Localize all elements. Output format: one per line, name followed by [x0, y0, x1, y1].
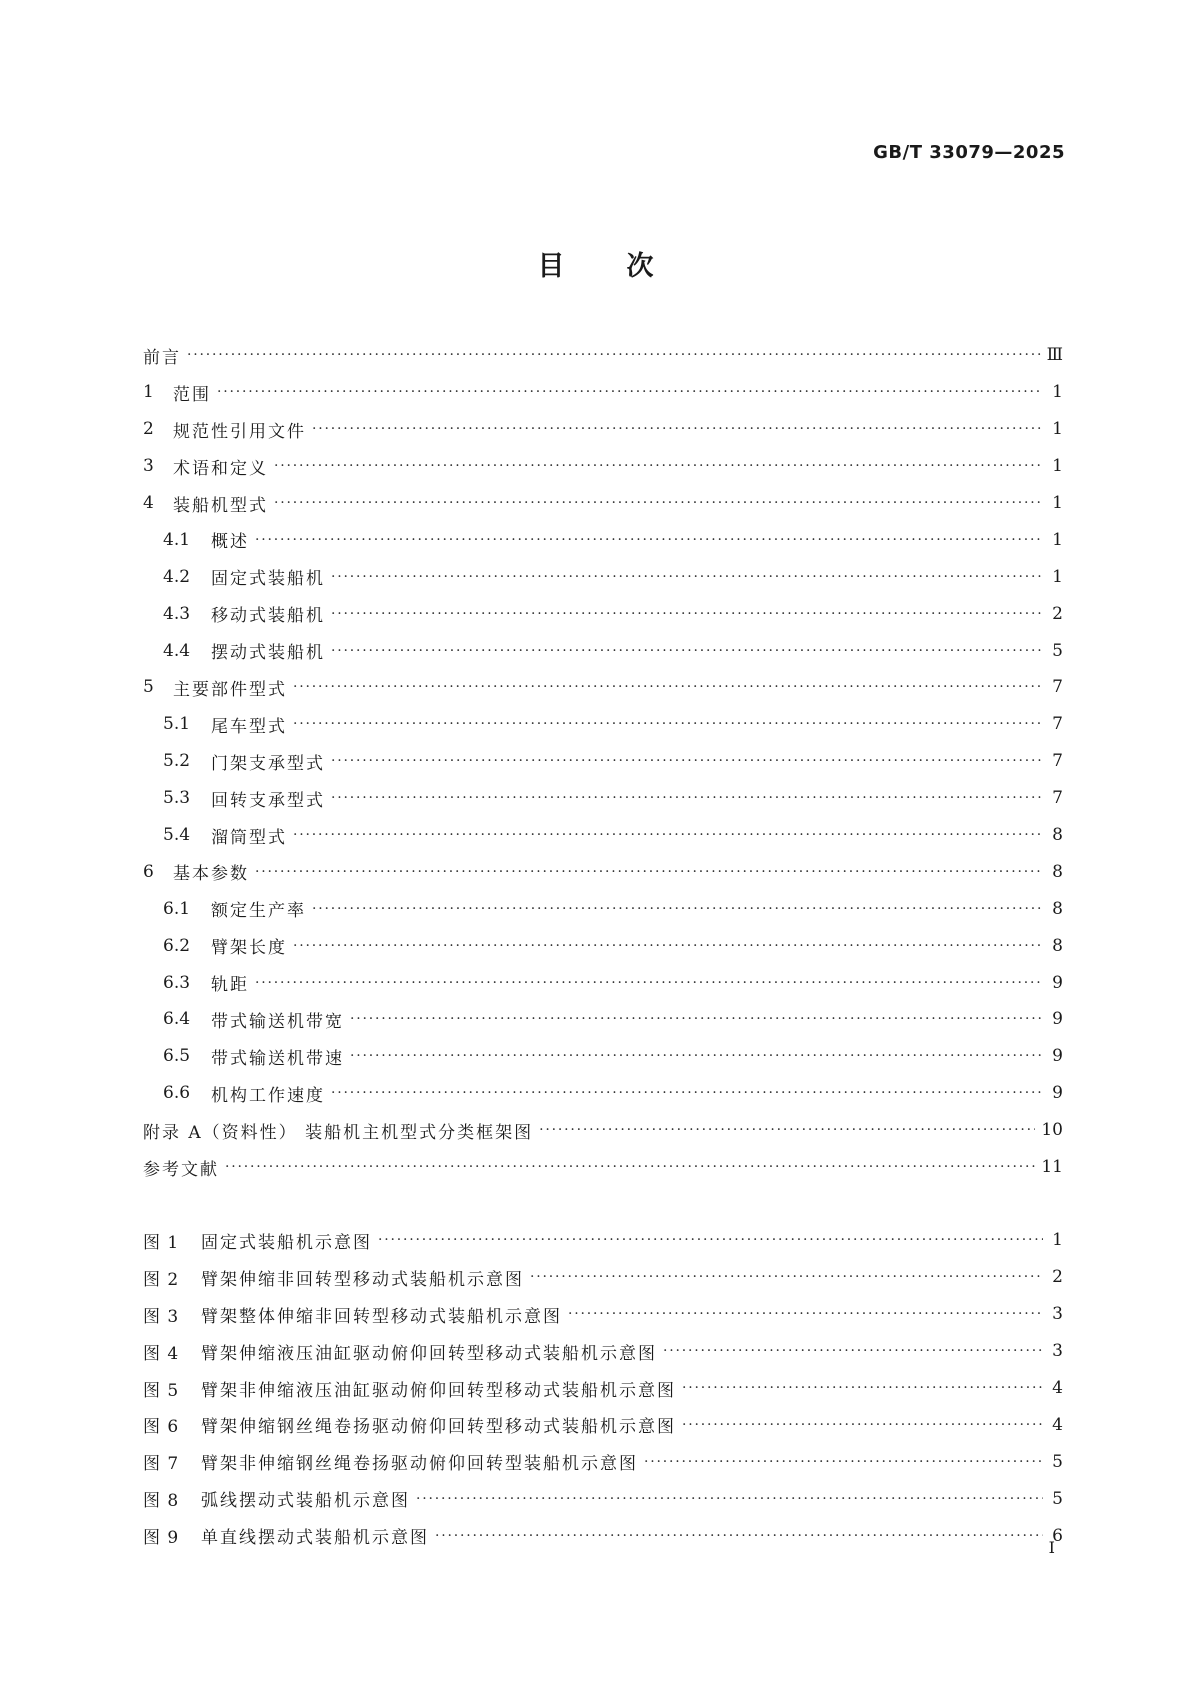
toc-entry-page: 8	[1052, 825, 1063, 846]
figure-title: 臂架伸缩液压油缸驱动俯仰回转型移动式装船机示意图	[201, 1343, 657, 1364]
dot-leader	[331, 569, 1043, 585]
figure-title: 弧线摆动式装船机示意图	[201, 1491, 410, 1512]
toc-entry-number: 6.6	[163, 1083, 191, 1104]
toc-entry-number: 4.2	[163, 566, 191, 587]
toc-entry-number: 6.2	[163, 935, 191, 956]
toc-entry[interactable]	[143, 780, 1063, 817]
figure-page: 5	[1052, 1451, 1063, 1472]
toc-entry[interactable]	[143, 1149, 1063, 1186]
toc-entry-title: 基本参数	[173, 864, 249, 885]
dot-leader	[644, 1454, 1043, 1470]
figure-title: 臂架伸缩非回转型移动式装船机示意图	[201, 1269, 524, 1290]
toc-entry-page: 1	[1052, 456, 1063, 477]
dot-leader	[255, 532, 1043, 548]
figure-title: 臂架非伸缩钢丝绳卷扬驱动俯仰回转型装船机示意图	[201, 1454, 638, 1475]
dot-leader	[225, 1159, 1035, 1175]
toc-entry-number: 5.2	[163, 751, 191, 772]
toc-entry-page: 9	[1052, 972, 1063, 993]
toc-entry[interactable]	[143, 337, 1063, 374]
toc-entry-number: 6.5	[163, 1046, 191, 1067]
toc-entry-title: 回转支承型式	[211, 790, 325, 811]
toc-entry-title: 额定生产率	[211, 901, 306, 922]
toc-entry[interactable]	[143, 374, 1063, 411]
dot-leader	[331, 643, 1043, 659]
dot-leader	[293, 716, 1043, 732]
figure-title: 臂架非伸缩液压油缸驱动俯仰回转型移动式装船机示意图	[201, 1380, 676, 1401]
toc-entry-number: 5.4	[163, 825, 191, 846]
toc-entry[interactable]	[143, 927, 1063, 964]
toc-entry[interactable]	[143, 595, 1063, 632]
toc-entry-page: 10	[1041, 1120, 1063, 1141]
figure-page: 5	[1052, 1488, 1063, 1509]
dot-leader	[350, 1011, 1043, 1027]
list-of-figures	[143, 1222, 1063, 1554]
toc-entry-page: 1	[1052, 419, 1063, 440]
toc-entry-page: 8	[1052, 898, 1063, 919]
dot-leader	[568, 1306, 1043, 1322]
toc-entry[interactable]	[143, 1112, 1063, 1149]
toc-entry-title: 机构工作速度	[211, 1085, 325, 1106]
toc-entry[interactable]	[143, 558, 1063, 595]
toc-entry-title: 装船机型式	[173, 495, 268, 516]
toc-entry-number: 4	[143, 493, 154, 513]
dot-leader	[274, 458, 1043, 474]
dot-leader	[350, 1048, 1043, 1064]
figure-page: 2	[1052, 1267, 1063, 1288]
page-number: I	[1048, 1538, 1055, 1557]
dot-leader	[539, 1122, 1035, 1138]
toc-entry-page: 7	[1052, 677, 1063, 698]
figure-page: 3	[1052, 1304, 1063, 1325]
toc-entry-title: 概述	[211, 532, 249, 553]
dot-leader	[312, 421, 1043, 437]
figure-entry[interactable]	[143, 1333, 1063, 1370]
toc-entry-page: 7	[1052, 788, 1063, 809]
toc-entry-title: 主要部件型式	[173, 679, 287, 700]
figure-title: 固定式装船机示意图	[201, 1232, 372, 1253]
dot-leader	[682, 1417, 1043, 1433]
toc-entry-page: 1	[1052, 382, 1063, 403]
toc-entry-number: 6.4	[163, 1009, 191, 1030]
figure-label: 图 7	[143, 1454, 180, 1475]
figure-label: 图 8	[143, 1491, 180, 1512]
toc-entry-title: 轨距	[211, 975, 249, 996]
toc-entry-number: 6.3	[163, 972, 191, 993]
toc-entry-title: 摆动式装船机	[211, 643, 325, 664]
toc-entry-number: 5	[143, 677, 154, 698]
toc-entry-title: 臂架长度	[211, 938, 287, 959]
figure-entry[interactable]	[143, 1517, 1063, 1554]
figure-label: 图 6	[143, 1417, 180, 1438]
toc-entry-number: 4.3	[163, 603, 191, 624]
dot-leader	[435, 1528, 1043, 1544]
dot-leader	[663, 1343, 1043, 1359]
toc-entry[interactable]	[143, 1001, 1063, 1038]
dot-leader	[530, 1269, 1043, 1285]
dot-leader	[187, 347, 1041, 363]
dot-leader	[331, 790, 1043, 806]
toc-entry-page: 9	[1052, 1083, 1063, 1104]
toc-entry-title: 术语和定义	[173, 458, 268, 479]
figure-page: 4	[1052, 1414, 1063, 1435]
toc-entry-number: 5.3	[163, 788, 191, 809]
figure-entry[interactable]	[143, 1370, 1063, 1407]
figure-entry[interactable]	[143, 1443, 1063, 1480]
dot-leader	[293, 827, 1043, 843]
dot-leader	[255, 975, 1043, 991]
toc-entry[interactable]	[143, 411, 1063, 448]
toc-entry-number: 4.4	[163, 640, 191, 661]
figure-label: 图 9	[143, 1528, 180, 1549]
toc-entry[interactable]	[143, 448, 1063, 485]
figure-label: 图 5	[143, 1380, 180, 1401]
dot-leader	[378, 1232, 1043, 1248]
toc-entry-title: 带式输送机带速	[211, 1048, 344, 1069]
figure-title: 单直线摆动式装船机示意图	[201, 1528, 429, 1549]
standard-number: GB/T 33079—2025	[873, 142, 1065, 163]
toc-entry-number: 4.1	[163, 529, 191, 550]
toc-entry-title: 附录 A（资料性） 装船机主机型式分类框架图	[143, 1122, 534, 1143]
toc-entry-number: 6	[143, 861, 154, 882]
page-title: 目次	[537, 251, 716, 282]
toc-entry-page: 9	[1052, 1046, 1063, 1067]
toc-entry[interactable]	[143, 669, 1063, 706]
toc-entry-title: 带式输送机带宽	[211, 1011, 344, 1032]
dot-leader	[312, 901, 1043, 917]
dot-leader	[274, 495, 1043, 511]
figure-page: 6	[1052, 1525, 1063, 1546]
toc-entry[interactable]	[143, 743, 1063, 780]
figure-label: 图 1	[143, 1232, 180, 1253]
toc-entry-page: Ⅲ	[1046, 345, 1063, 366]
figure-page: 3	[1052, 1341, 1063, 1362]
toc-entry[interactable]	[143, 1075, 1063, 1112]
toc-entry-number: 5.1	[163, 714, 191, 735]
dot-leader	[682, 1380, 1043, 1396]
figure-page: 4	[1052, 1378, 1063, 1398]
toc-entry[interactable]	[143, 632, 1063, 669]
toc-entry-number: 1	[143, 382, 154, 403]
figure-title: 臂架整体伸缩非回转型移动式装船机示意图	[201, 1306, 562, 1327]
table-of-contents	[143, 337, 1063, 1185]
toc-entry-title: 范围	[173, 384, 211, 405]
toc-entry-number: 3	[143, 456, 154, 477]
toc-entry-page: 8	[1052, 935, 1063, 956]
dot-leader	[331, 606, 1043, 622]
toc-entry-page: 8	[1052, 861, 1063, 882]
toc-entry[interactable]	[143, 521, 1063, 558]
toc-entry-number: 6.1	[163, 898, 191, 919]
toc-entry-page: 1	[1052, 493, 1063, 513]
toc-entry-title: 固定式装船机	[211, 569, 325, 590]
figure-entry[interactable]	[143, 1222, 1063, 1259]
dot-leader	[217, 384, 1043, 400]
dot-leader	[293, 679, 1043, 695]
toc-entry-page: 7	[1052, 751, 1063, 772]
toc-entry-title: 前言	[143, 347, 181, 368]
toc-entry-title: 规范性引用文件	[173, 421, 306, 442]
dot-leader	[331, 753, 1043, 769]
toc-entry-page: 2	[1052, 603, 1063, 624]
figure-entry[interactable]	[143, 1259, 1063, 1296]
figure-label: 图 3	[143, 1306, 180, 1327]
toc-entry[interactable]	[143, 706, 1063, 743]
toc-entry-page: 1	[1052, 566, 1063, 587]
toc-entry[interactable]	[143, 964, 1063, 1001]
toc-entry[interactable]	[143, 853, 1063, 890]
toc-entry-title: 门架支承型式	[211, 753, 325, 774]
figure-title: 臂架伸缩钢丝绳卷扬驱动俯仰回转型移动式装船机示意图	[201, 1417, 676, 1438]
dot-leader	[331, 1085, 1043, 1101]
toc-entry-page: 9	[1052, 1009, 1063, 1030]
toc-entry-title: 参考文献	[143, 1159, 219, 1180]
toc-entry[interactable]	[143, 817, 1063, 854]
toc-entry-page: 7	[1052, 714, 1063, 735]
dot-leader	[293, 938, 1043, 954]
dot-leader	[255, 864, 1043, 880]
figure-label: 图 4	[143, 1343, 180, 1364]
toc-entry-page: 5	[1052, 640, 1063, 661]
figure-entry[interactable]	[143, 1480, 1063, 1517]
figure-page: 1	[1052, 1230, 1063, 1251]
toc-entry-number: 2	[143, 419, 154, 440]
toc-entry[interactable]	[143, 890, 1063, 927]
figure-label: 图 2	[143, 1269, 180, 1290]
toc-entry-page: 11	[1041, 1157, 1063, 1178]
toc-entry-page: 1	[1052, 529, 1063, 550]
toc-entry[interactable]	[143, 485, 1063, 522]
toc-entry-title: 溜筒型式	[211, 827, 287, 848]
toc-entry-title: 移动式装船机	[211, 606, 325, 627]
figure-entry[interactable]	[143, 1406, 1063, 1443]
toc-entry[interactable]	[143, 1038, 1063, 1075]
figure-entry[interactable]	[143, 1296, 1063, 1333]
dot-leader	[416, 1491, 1043, 1507]
toc-entry-title: 尾车型式	[211, 716, 287, 737]
